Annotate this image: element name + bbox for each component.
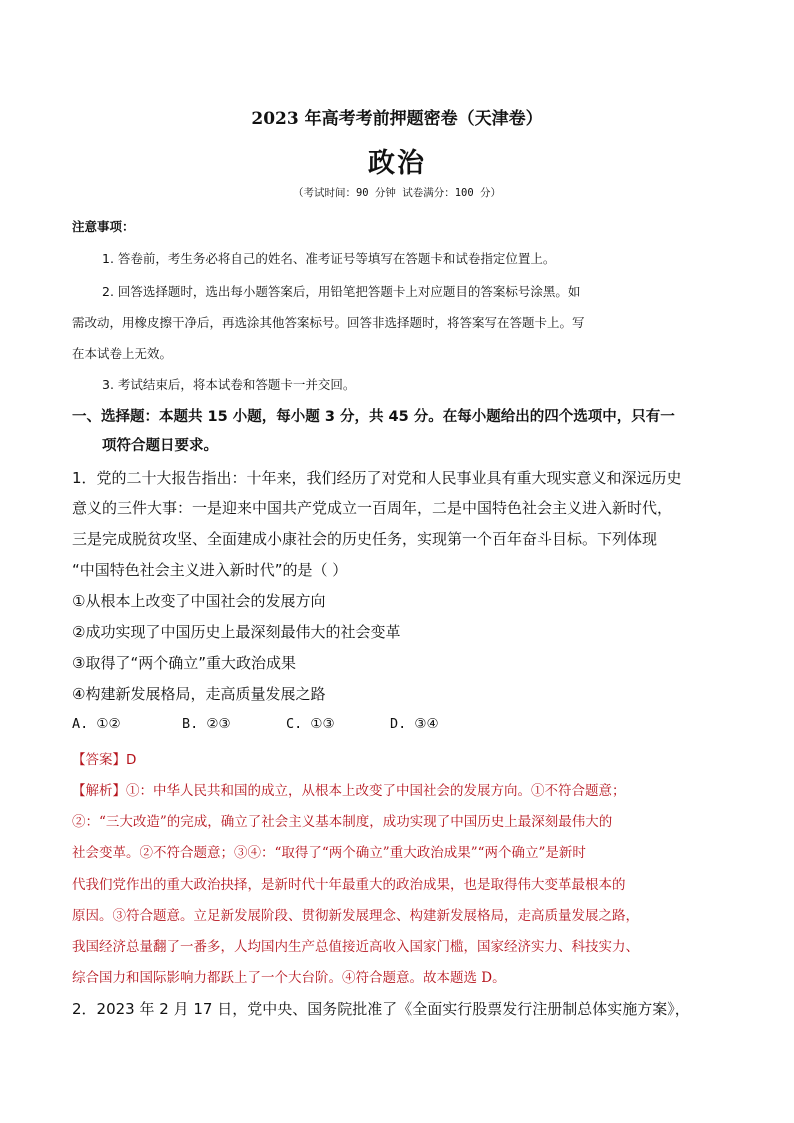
notice-item-2-cont: 需改动，用橡皮擦干净后，再选涂其他答案标号。回答非选择题时，将答案写在答题卡上。写 <box>72 315 585 330</box>
subject-title: 政治 <box>368 148 426 179</box>
question-item: ③取得了“两个确立”重大政治成果 <box>72 654 296 672</box>
question-item: ②成功实现了中国历史上最深刻最伟大的社会变革 <box>72 623 401 641</box>
explanation-line: 代我们党作出的重大政治抉择，是新时代十年最重大的政治成果，也是取得伟大变革最根本的 <box>72 877 626 893</box>
question-stem: 意义的三件大事：一是迎来中国共产党成立一百周年，二是中国特色社会主义进入新时代， <box>72 499 673 517</box>
exam-title: 2023 年高考考前押题密卷（天津卷） <box>251 109 543 129</box>
question-stem: 1．党的二十大报告指出：十年来，我们经历了对党和人民事业具有重大现实意义和深远历史 <box>72 469 682 487</box>
notice-item-1: 1. 答卷前，考生务必将自己的姓名、准考证号等填写在答题卡和试卷指定位置上。 <box>102 251 556 266</box>
explanation-line: 综合国力和国际影响力都跃上了一个大台阶。④符合题意。故本题选 D。 <box>72 970 506 986</box>
section-heading: 一、选择题：本题共 15 小题，每小题 3 分，共 45 分。在每小题给出的四个选项中，只有一 <box>72 409 675 425</box>
notice-item-3: 3. 考试结束后，将本试卷和答题卡一并交回。 <box>102 377 356 392</box>
answer-label: 【答案】D <box>72 752 137 768</box>
option-d: D. ③④ <box>390 716 439 732</box>
option-c: C. ①③ <box>286 716 335 732</box>
explanation-line: 我国经济总量翻了一番多，人均国内生产总值接近高收入国家门槛，国家经济实力、科技实力、 <box>72 939 639 955</box>
question-stem: “中国特色社会主义进入新时代”的是（ ） <box>72 561 348 579</box>
option-b: B. ②③ <box>182 716 231 732</box>
section-heading-cont: 项符合题日要求。 <box>102 438 218 454</box>
explanation-line: ②：“三大改造”的完成，确立了社会主义基本制度，成功实现了中国历史上最深刻最伟大的 <box>72 814 613 830</box>
exam-info: （考试时间：90 分钟 试卷满分：100 分） <box>292 187 502 199</box>
explanation-line: 【解析】①：中华人民共和国的成立，从根本上改变了中国社会的发展方向。①不符合题意； <box>72 783 626 799</box>
question-stem: 2．2023 年 2 月 17 日，党中央、国务院批准了《全面实行股票发行注册制总体实施方案》， <box>72 1000 690 1018</box>
option-a: A. ①② <box>72 716 121 732</box>
explanation-line: 社会变革。②不符合题意；③④：“取得了“两个确立”重大政治成果”“两个确立”是新时 <box>72 845 586 861</box>
explanation-line: 原因。③符合题意。立足新发展阶段、贯彻新发展理念、构建新发展格局，走高质量发展之路， <box>72 908 639 924</box>
question-stem: 三是完成脱贫攻坚、全面建成小康社会的历史任务，实现第一个百年奋斗目标。下列体现 <box>72 530 658 548</box>
notice-heading: 注意事项： <box>72 219 135 234</box>
notice-item-2-cont: 在本试卷上无效。 <box>72 346 173 361</box>
question-item: ④构建新发展格局，走高质量发展之路 <box>72 685 326 703</box>
question-item: ①从根本上改变了中国社会的发展方向 <box>72 592 326 610</box>
notice-item-2: 2. 回答选择题时，选出每小题答案后，用铅笔把答题卡上对应题目的答案标号涂黑。如 <box>102 284 581 299</box>
